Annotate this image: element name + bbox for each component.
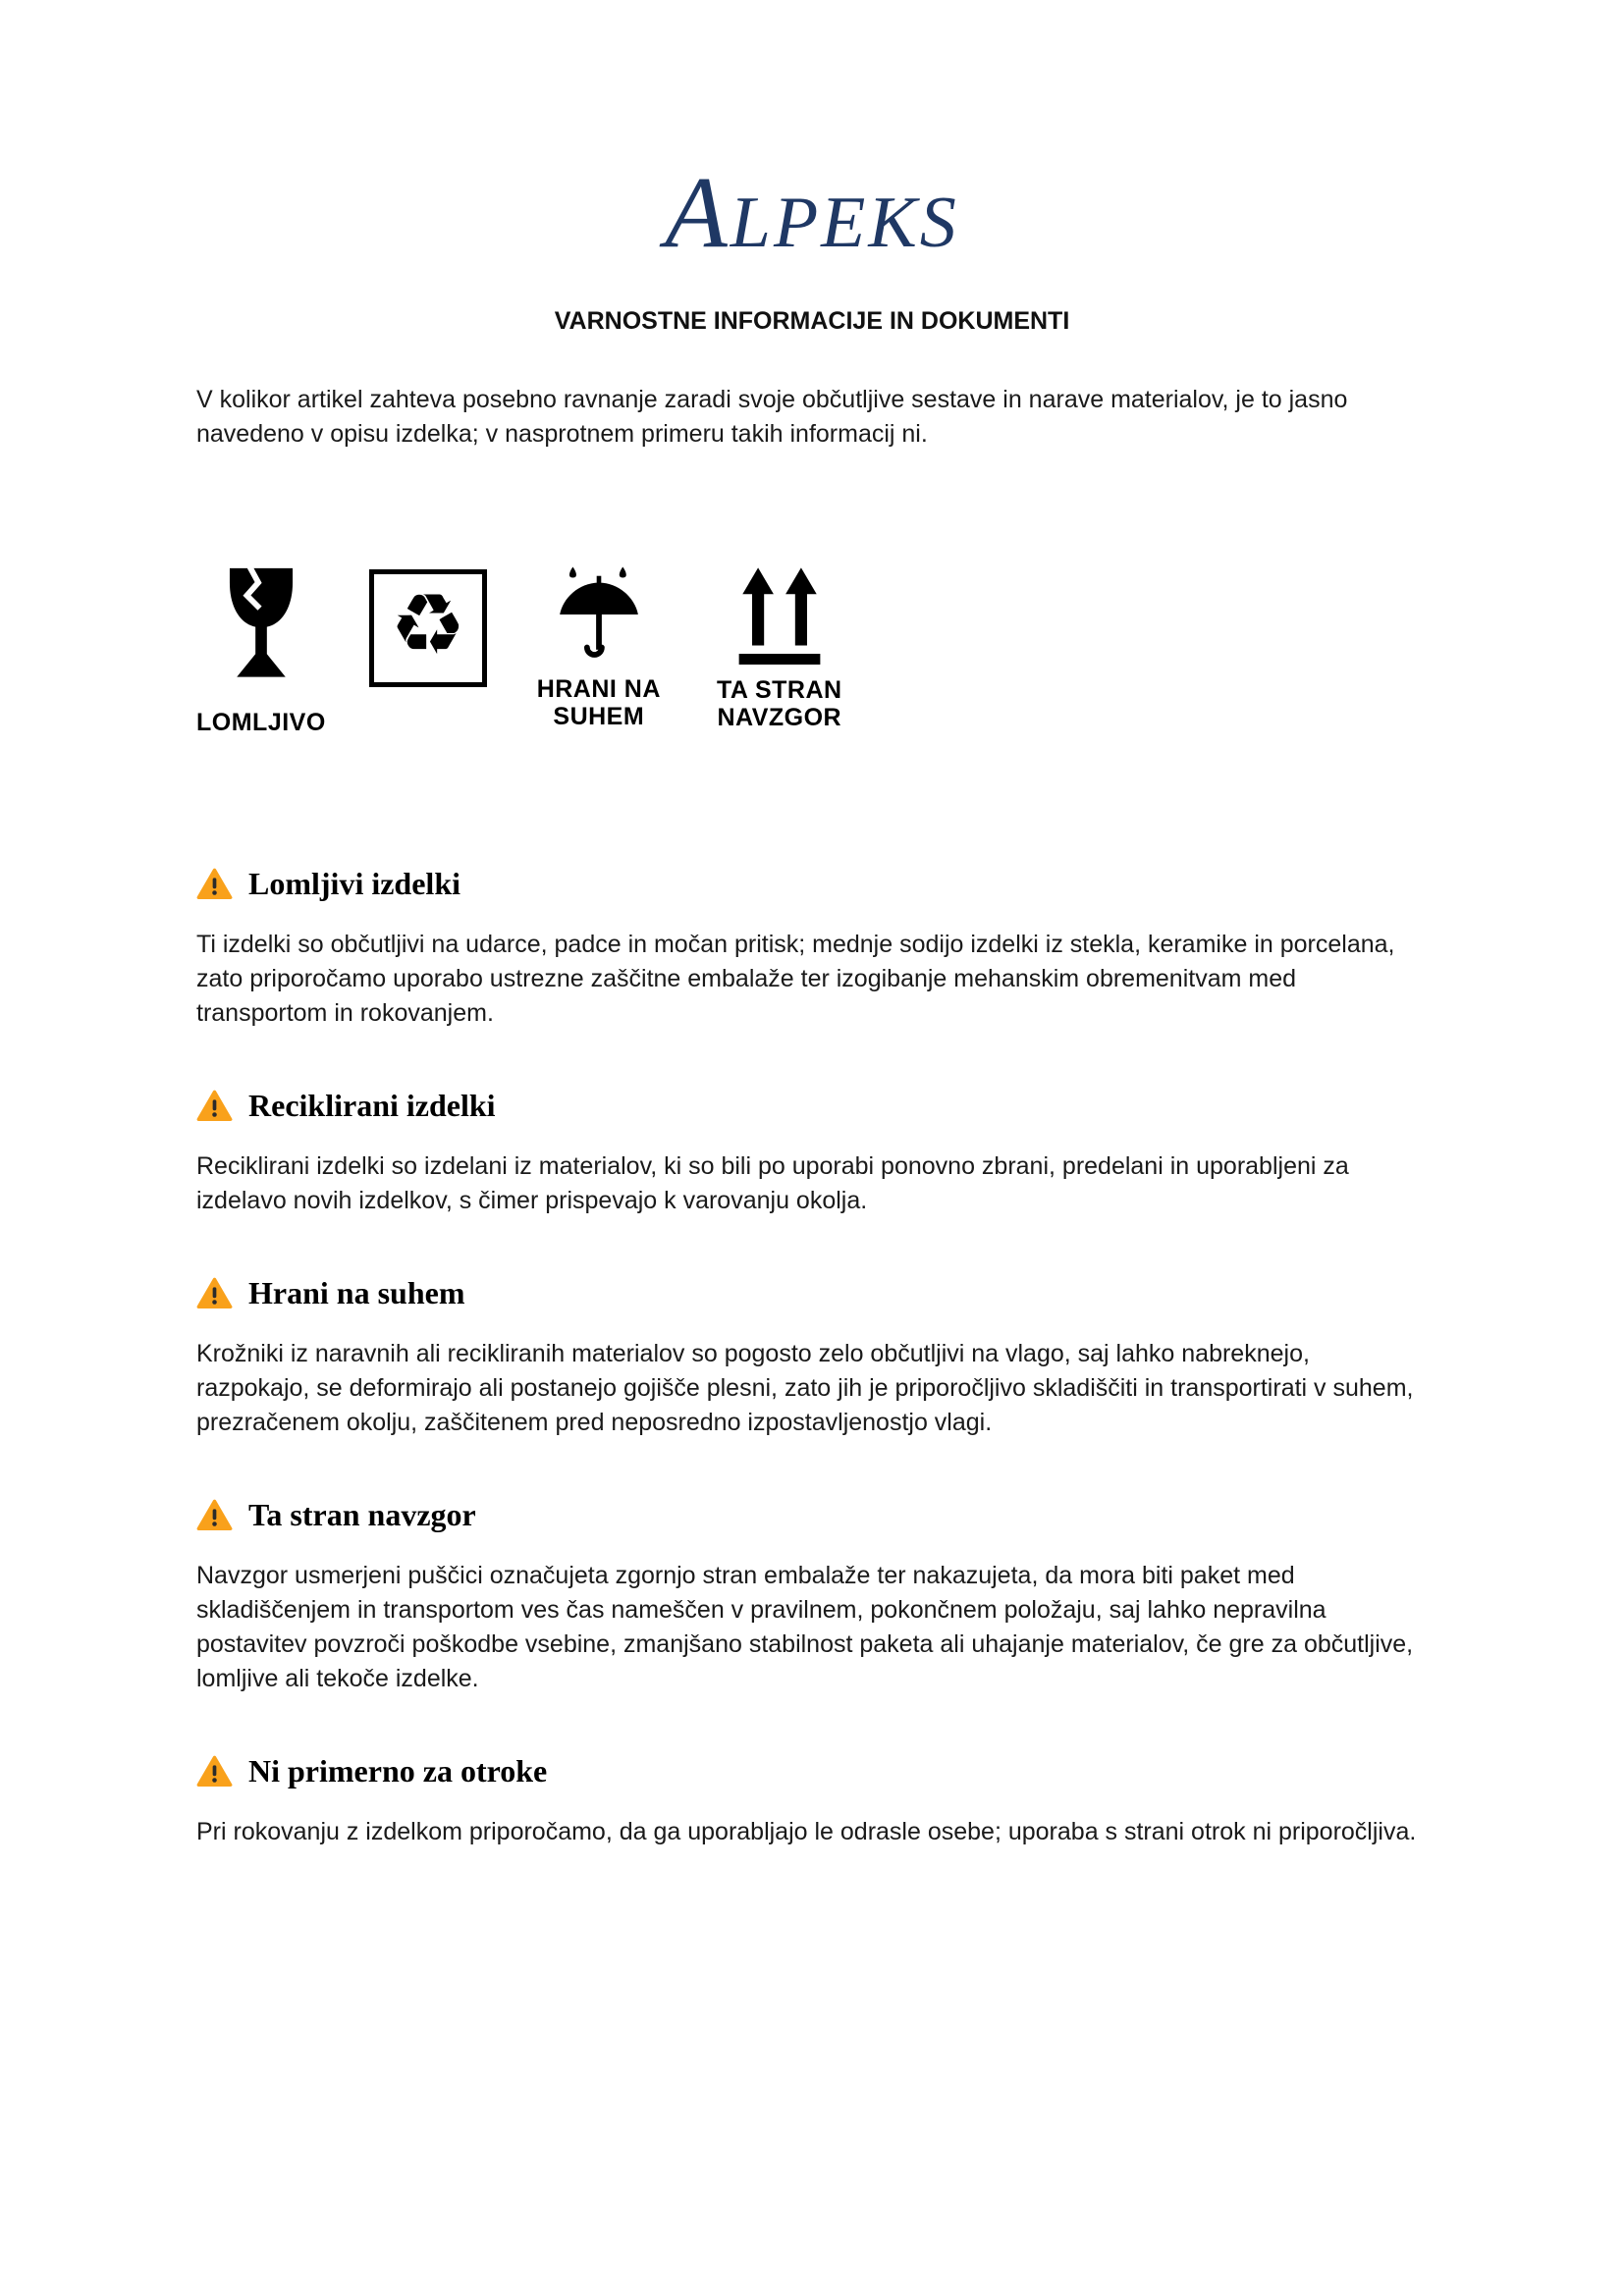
- alpeks-logo: [196, 156, 1428, 269]
- warning-icon: [196, 1277, 233, 1309]
- section-body: Krožniki iz naravnih ali recikliranih materialov so pogosto zelo občutljivi na vlago, saj lahko nabreknejo, razpokajo, se deformirajo ali postanejo gojišče plesni, zato jih je priporočljivo skladiščiti in transportirati v suhem, prezračenem okolju, zaščitenem pred neposredno izpostavljenostjo vlagi.: [196, 1340, 1414, 1436]
- fragile-glass-icon: [213, 565, 309, 697]
- section-hrani-na-suhem: [196, 1275, 1428, 1440]
- section-heading: [196, 1088, 1428, 1124]
- section-body: Navzgor usmerjeni puščici označujeta zgornjo stran embalaže ter nakazujeta, da mora biti paket med skladiščenjem in transportom ves čas nameščen v pravilnem, pokončnem položaju, saj lahko nepravilna postavitev povzroči poškodbe vsebine, zmanjšano stabilnost paketa ali uhajanje materialov, če gre za občutljive, lomljive ali tekoče izdelke.: [196, 1562, 1414, 1692]
- section-heading: [196, 1497, 1428, 1533]
- section-body: Reciklirani izdelki so izdelani iz materialov, ki so bili po uporabi ponovno zbrani, predelani in uporabljeni za izdelavo novih izdelkov, s čimer prispevajo k varovanju okolja.: [196, 1152, 1349, 1214]
- warning-icon: [196, 1090, 233, 1122]
- section-ta-stran-navzgor: [196, 1497, 1428, 1696]
- section-heading-text: Reciklirani izdelki: [248, 1088, 496, 1123]
- section-reciklirani-izdelki: [196, 1088, 1428, 1218]
- this-side-up-label: TA STRAN NAVZGOR: [716, 676, 842, 731]
- this-side-up-icon: [736, 565, 823, 665]
- section-heading-text: Hrani na suhem: [248, 1275, 465, 1310]
- recycle-glyph: ♻: [390, 576, 466, 674]
- recycle-icon: [369, 569, 487, 687]
- logo-rest: LPEKS: [730, 183, 959, 263]
- section-heading: [196, 866, 1428, 902]
- section-body: Pri rokovanju z izdelkom priporočamo, da ga uporabljajo le odrasle osebe; uporaba s strani otrok ni priporočljiva.: [196, 1818, 1417, 1845]
- section-heading-text: Ni primerno za otroke: [248, 1753, 548, 1789]
- section-ni-primerno-za-otroke: [196, 1753, 1428, 1849]
- umbrella-icon: [548, 565, 650, 664]
- section-lomljivi-izdelki: [196, 866, 1428, 1031]
- document-title: VARNOSTNE INFORMACIJE IN DOKUMENTI: [554, 307, 1070, 335]
- section-body: Ti izdelki so občutljivi na udarce, padce in močan pritisk; mednje sodijo izdelki iz stekla, keramike in porcelana, zato priporočamo uporabo ustrezne zaščitne embalaže ter izogibanje mehanskim obremenitvam med transportom in rokovanjem.: [196, 931, 1395, 1027]
- section-heading-text: Ta stran navzgor: [248, 1497, 476, 1532]
- symbol-keep-dry: [530, 565, 668, 730]
- info-sections: [196, 866, 1428, 1849]
- keep-dry-label: HRANI NA SUHEM: [536, 675, 661, 730]
- section-heading: [196, 1275, 1428, 1311]
- logo-initial: A: [665, 156, 731, 269]
- symbol-fragile: [196, 565, 326, 736]
- fragile-label: LOMLJIVO: [196, 709, 326, 736]
- warning-icon: [196, 1755, 233, 1788]
- section-heading: [196, 1753, 1428, 1789]
- symbol-recycle: [369, 565, 487, 687]
- packaging-symbols-row: [196, 565, 1428, 736]
- intro-paragraph: V kolikor artikel zahteva posebno ravnanje zaradi svoje občutljive sestave in narave materialov, je to jasno navedeno v opisu izdelka; v nasprotnem primeru takih informacij ni.: [196, 386, 1348, 448]
- warning-icon: [196, 868, 233, 900]
- symbol-this-side-up: [711, 565, 848, 731]
- section-heading-text: Lomljivi izdelki: [248, 866, 460, 901]
- warning-icon: [196, 1499, 233, 1531]
